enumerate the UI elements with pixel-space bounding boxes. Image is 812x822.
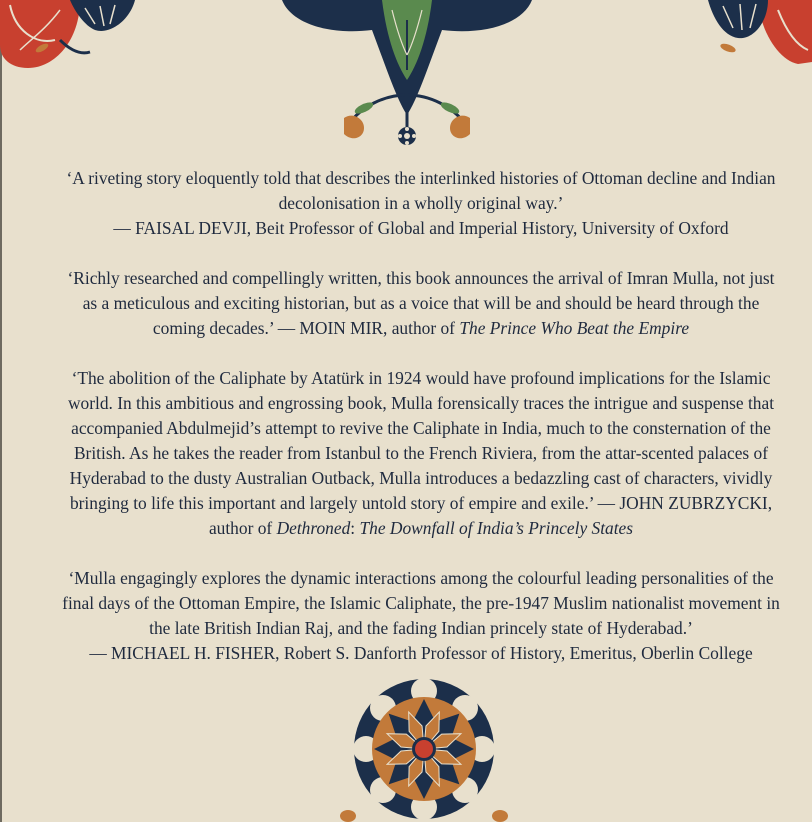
quote-text: ‘A riveting story eloquently told that describes the interlinked histories of Ottoman decline and Indian decolonisation in a wholly original way.’ xyxy=(66,168,776,213)
cited-work-subtitle: The Downfall of India’s Princely States xyxy=(359,518,634,538)
top-left-flower-ornament xyxy=(0,0,140,72)
book-spine-edge xyxy=(0,0,2,822)
quote-attribution: — MICHAEL H. FISHER, Robert S. Danforth Professor of History, Emeritus, Oberlin College xyxy=(89,643,753,663)
top-center-floral-ornament xyxy=(272,0,542,155)
quote-attribution: — JOHN ZUBRZYCKI, author of xyxy=(208,493,773,538)
quote-text: ‘Mulla engagingly explores the dynamic interactions among the colourful leading personalities of the final days of the Ottoman Empire, the Islamic Caliphate, the pre-1947 Muslim nationalist movement in the late British Indian Raj, and the fading Indian princely state of Hyderabad.’ xyxy=(62,568,780,638)
endorsement-quote xyxy=(60,166,782,241)
cited-work-title: The Prince Who Beat the Empire xyxy=(459,318,690,338)
quote-attribution: — MOIN MIR, author of xyxy=(277,318,455,338)
quote-text: ‘The abolition of the Caliphate by Atatürk in 1924 would have profound implications for the Islamic world. In this ambitious and engrossing book, Mulla forensically traces the intrigue and suspense that accompanied Abdulmejid’s attempt to revive the Caliphate in India, much to the consternation of the British. As he takes the reader from Istanbul to the French Riviera, from the attar-scented palaces of Hyderabad to the dusty Australian Outback, Mulla introduces a bedazzling cast of characters, vividly bringing to life this important and largely untold story of empire and exile.’ xyxy=(67,368,775,513)
endorsement-quote xyxy=(60,566,782,666)
cited-work-title: Dethroned xyxy=(276,518,351,538)
quote-attribution: — FAISAL DEVJI, Beit Professor of Global and Imperial History, University of Oxford xyxy=(113,218,729,238)
quote-text: ‘Richly researched and compellingly written, this book announces the arrival of Imran Mulla, not just as a meticulous and exciting historian, but as a voice that will be and should be heard through the coming decades.’ xyxy=(67,268,775,338)
top-right-flower-ornament xyxy=(708,0,812,72)
endorsement-quote xyxy=(60,366,782,541)
title-separator: : xyxy=(350,518,360,538)
bottom-rosette-ornament xyxy=(336,676,512,822)
endorsement-quote xyxy=(60,266,782,341)
endorsements xyxy=(60,166,782,691)
